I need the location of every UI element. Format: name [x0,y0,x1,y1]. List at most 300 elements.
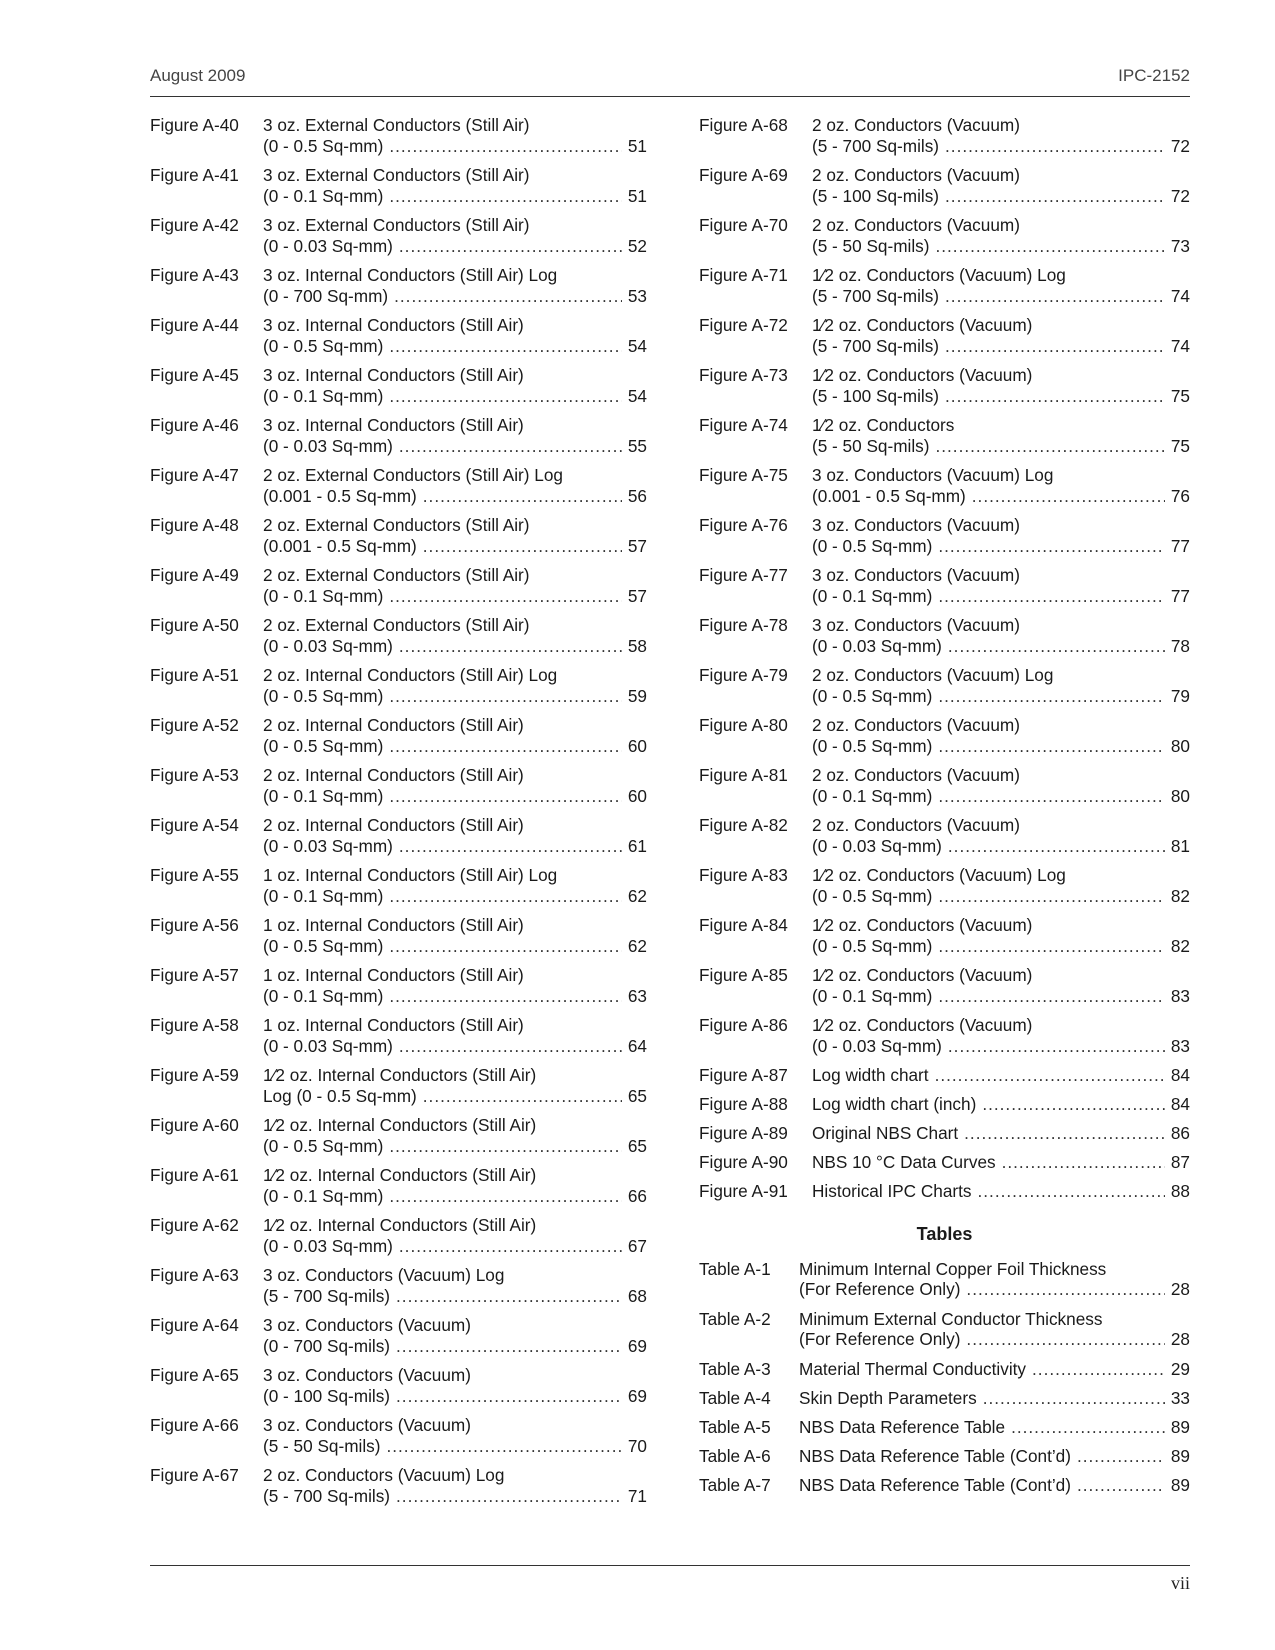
figure-range: (0 - 0.5 Sq-mm) [263,1135,384,1156]
leader-dots [423,536,622,557]
table-page-number: 29 [1170,1358,1190,1379]
table-list [699,1259,1190,1496]
figure-entry[interactable] [150,315,647,356]
leader-dots [948,1036,1165,1057]
figure-title: 1⁄2 oz. Internal Conductors (Still Air) [263,1115,537,1135]
figure-label: Figure A-67 [150,1465,239,1485]
figure-title: 2 oz. Conductors (Vacuum) [812,765,1020,785]
figure-title: 2 oz. Conductors (Vacuum) Log [263,1465,505,1485]
figure-label: Figure A-63 [150,1265,239,1285]
figure-range: (5 - 700 Sq-mils) [812,285,940,306]
leader-dots [1011,1417,1165,1438]
leader-dots [945,386,1165,407]
figure-entry[interactable] [150,265,647,306]
figure-range: (0 - 0.03 Sq-mm) [263,635,393,656]
figure-label: Figure A-87 [699,1065,788,1085]
leader-dots [399,1036,622,1057]
figure-range: (0 - 0.5 Sq-mm) [812,685,933,706]
figure-label: Figure A-85 [699,965,788,985]
table-title: Minimum Internal Copper Foil Thickness [799,1258,1107,1279]
table-label: Table A-2 [699,1308,771,1329]
table-entry[interactable] [699,1359,1190,1380]
figure-range: (0 - 0.03 Sq-mm) [812,1035,942,1056]
figure-label: Figure A-41 [150,165,239,185]
leader-dots [938,686,1165,707]
table-title: Minimum External Conductor Thickness [799,1308,1103,1329]
figure-page-number: 51 [627,185,647,206]
figure-entry[interactable] [150,415,647,456]
figure-entry[interactable] [699,365,1190,406]
figure-entry[interactable] [699,815,1190,856]
figure-title: 1 oz. Internal Conductors (Still Air) [263,965,524,985]
figure-label: Figure A-51 [150,665,239,685]
leader-dots [938,886,1165,907]
leader-dots [389,136,622,157]
figure-entry[interactable] [699,465,1190,506]
header-date: August 2009 [150,66,246,85]
figure-page-number: 71 [627,1485,647,1506]
figure-label: Figure A-43 [150,265,239,285]
leader-dots [1077,1446,1165,1467]
leader-dots [966,1329,1164,1350]
figure-entry[interactable] [699,565,1190,606]
figure-range: (5 - 50 Sq-mils) [812,235,930,256]
table-title: NBS Data Reference Table (Cont’d) [799,1474,1071,1495]
figure-title: 2 oz. External Conductors (Still Air) [263,615,530,635]
figure-title: 1⁄2 oz. Conductors (Vacuum) [812,1015,1033,1035]
table-title: Skin Depth Parameters [799,1387,977,1408]
figure-range: (0 - 0.1 Sq-mm) [812,585,933,606]
figure-title: 2 oz. Internal Conductors (Still Air) [263,815,524,835]
figure-range: (0 - 700 Sq-mm) [263,285,389,306]
figure-title: 3 oz. Conductors (Vacuum) [812,565,1020,585]
leader-dots [399,1236,622,1257]
leader-dots [396,1286,622,1307]
figure-title: 1⁄2 oz. Conductors (Vacuum) [812,915,1033,935]
figure-label: Figure A-49 [150,565,239,585]
leader-dots [389,886,622,907]
table-label: Table A-4 [699,1387,771,1408]
figure-range: (0 - 0.1 Sq-mm) [263,785,384,806]
leader-dots [938,736,1165,757]
figure-entry[interactable] [150,965,647,1006]
figure-range: (0 - 0.5 Sq-mm) [263,735,384,756]
tables-heading: Tables [916,1223,973,1244]
figure-label: Figure A-75 [699,465,788,485]
leader-dots [945,336,1165,357]
header-doc-id: IPC-2152 [1118,66,1190,85]
figure-title: 2 oz. Conductors (Vacuum) [812,715,1020,735]
figure-entry[interactable] [150,1115,647,1156]
figure-range: (0 - 0.1 Sq-mm) [812,985,933,1006]
figure-entry[interactable] [150,715,647,756]
leader-dots [978,1181,1165,1202]
figure-page-number: 54 [627,335,647,356]
figure-title: 1⁄2 oz. Conductors (Vacuum) Log [812,265,1066,285]
figure-range: (0 - 0.5 Sq-mm) [812,735,933,756]
figure-entry[interactable] [150,365,647,406]
figure-label: Figure A-76 [699,515,788,535]
figure-page-number: 68 [627,1285,647,1306]
figure-range: (0 - 0.1 Sq-mm) [263,1185,384,1206]
table-label: Table A-7 [699,1474,771,1495]
figure-page-number: 82 [1170,885,1190,906]
figure-entry[interactable] [699,1123,1190,1144]
figure-range: (5 - 50 Sq-mils) [263,1435,381,1456]
leader-dots [1032,1359,1165,1380]
figure-entry[interactable] [150,615,647,656]
figure-range: (0 - 0.1 Sq-mm) [263,185,384,206]
figure-range: (5 - 700 Sq-mils) [263,1285,391,1306]
figure-title: 2 oz. Conductors (Vacuum) [812,165,1020,185]
footer-rule [150,1565,1190,1566]
figure-page-number: 86 [1170,1123,1190,1143]
figure-page-number: 64 [627,1035,647,1056]
table-title: NBS Data Reference Table [799,1416,1006,1437]
figure-title: 3 oz. Conductors (Vacuum) [263,1365,471,1385]
figure-range: (0 - 0.1 Sq-mm) [263,585,384,606]
figure-page-number: 77 [1170,585,1190,606]
figure-entry[interactable] [150,915,647,956]
figure-label: Figure A-45 [150,365,239,385]
figure-entry[interactable] [150,1165,647,1206]
figure-page-number: 60 [627,735,647,756]
figure-title: 3 oz. Internal Conductors (Still Air) Log [263,265,558,285]
leader-dots [396,1386,622,1407]
figure-title: 1⁄2 oz. Internal Conductors (Still Air) [263,1165,537,1185]
figure-entry[interactable] [150,865,647,906]
figure-page-number: 53 [627,285,647,306]
table-label: Table A-1 [699,1258,771,1279]
figure-page-number: 82 [1170,935,1190,956]
figure-entry[interactable] [150,1465,647,1506]
figure-entry[interactable] [699,915,1190,956]
figure-entry[interactable] [699,1015,1190,1056]
figure-page-number: 62 [627,885,647,906]
figure-entry[interactable] [150,1015,647,1056]
leader-dots [983,1388,1165,1409]
figure-label: Figure A-86 [699,1015,788,1035]
table-entry[interactable] [699,1388,1190,1409]
leader-dots [399,636,622,657]
figure-page-number: 76 [1170,485,1190,506]
figure-entry[interactable] [699,115,1190,156]
figure-title: 1 oz. Internal Conductors (Still Air) [263,915,524,935]
figure-entry[interactable] [150,1415,647,1456]
figure-entry[interactable] [150,1315,647,1356]
leader-dots [938,536,1165,557]
figure-entry[interactable] [699,765,1190,806]
figure-list-right-column [699,115,1190,1504]
leader-dots [394,286,622,307]
figure-title: Log width chart (inch) [812,1094,977,1114]
table-page-number: 28 [1170,1279,1190,1299]
figure-label: Figure A-56 [150,915,239,935]
figure-label: Figure A-44 [150,315,239,335]
leader-dots [389,936,622,957]
leader-dots [396,1336,622,1357]
leader-dots [948,636,1165,657]
figure-title: 1⁄2 oz. Internal Conductors (Still Air) [263,1065,537,1085]
table-entry[interactable] [699,1446,1190,1467]
leader-dots [399,236,622,257]
figure-range: (0 - 0.5 Sq-mm) [263,335,384,356]
figure-label: Figure A-57 [150,965,239,985]
table-label: Table A-5 [699,1416,771,1437]
table-label: Table A-6 [699,1445,771,1466]
leader-dots [935,1065,1165,1086]
leader-dots [389,686,622,707]
figure-label: Figure A-73 [699,365,788,385]
figure-page-number: 51 [627,135,647,156]
figure-page-number: 52 [627,235,647,256]
figure-label: Figure A-82 [699,815,788,835]
leader-dots [982,1094,1165,1115]
figure-title: 3 oz. Conductors (Vacuum) [263,1415,471,1435]
figure-entry[interactable] [150,665,647,706]
figure-title: Historical IPC Charts [812,1181,972,1201]
figure-entry[interactable] [150,165,647,206]
figure-entry[interactable] [699,415,1190,456]
table-title: NBS Data Reference Table (Cont’d) [799,1445,1071,1466]
figure-page-number: 58 [627,635,647,656]
figure-title: 3 oz. Conductors (Vacuum) [812,615,1020,635]
figure-title: 2 oz. External Conductors (Still Air) [263,515,530,535]
leader-dots [945,186,1165,207]
leader-dots [935,236,1164,257]
figure-label: Figure A-58 [150,1015,239,1035]
figure-entry[interactable] [699,265,1190,306]
figure-title: 1⁄2 oz. Conductors (Vacuum) [812,315,1033,335]
figure-entry[interactable] [699,165,1190,206]
figure-title: 3 oz. Conductors (Vacuum) [263,1315,471,1335]
figure-label: Figure A-55 [150,865,239,885]
figure-page-number: 65 [627,1135,647,1156]
figure-page-number: 74 [1170,285,1190,306]
figure-title: Log width chart [812,1065,929,1085]
figure-entry[interactable] [150,1265,647,1306]
figure-entry[interactable] [699,965,1190,1006]
figure-range: (0 - 0.5 Sq-mm) [263,135,384,156]
figure-page-number: 57 [627,535,647,556]
table-page-number: 89 [1170,1445,1190,1466]
figure-label: Figure A-42 [150,215,239,235]
figure-entry[interactable] [699,665,1190,706]
leader-dots [964,1123,1165,1144]
figure-title: 2 oz. Internal Conductors (Still Air) [263,765,524,785]
figure-title: 1⁄2 oz. Conductors (Vacuum) [812,365,1033,385]
figure-list-left-column [150,115,647,1515]
leader-dots [423,486,622,507]
figure-range: (0 - 0.1 Sq-mm) [812,785,933,806]
figure-title: Original NBS Chart [812,1123,959,1143]
figure-page-number: 72 [1170,185,1190,206]
figure-entry[interactable] [150,1065,647,1106]
figure-title: 1 oz. Internal Conductors (Still Air) Log [263,865,558,885]
leader-dots [938,586,1165,607]
leader-dots [389,786,622,807]
leader-dots [399,436,622,457]
figure-label: Figure A-66 [150,1415,239,1435]
figure-range: (0 - 0.5 Sq-mm) [812,935,933,956]
figure-entry[interactable] [150,565,647,606]
leader-dots [935,436,1164,457]
figure-label: Figure A-77 [699,565,788,585]
figure-entry[interactable] [150,465,647,506]
figure-entry[interactable] [699,515,1190,556]
figure-label: Figure A-65 [150,1365,239,1385]
figure-entry[interactable] [150,115,647,156]
figure-label: Figure A-84 [699,915,788,935]
figure-range: Log (0 - 0.5 Sq-mm) [263,1085,417,1106]
figure-page-number: 88 [1170,1181,1190,1201]
leader-dots [945,286,1165,307]
figure-title: 2 oz. External Conductors (Still Air) Log [263,465,563,485]
leader-dots [938,936,1165,957]
figure-range: (0 - 0.03 Sq-mm) [263,1035,393,1056]
figure-page-number: 66 [627,1185,647,1206]
figure-label: Figure A-91 [699,1181,788,1201]
figure-title: 3 oz. Conductors (Vacuum) Log [812,465,1054,485]
figure-title: 2 oz. Conductors (Vacuum) [812,115,1020,135]
figure-range: (5 - 700 Sq-mils) [812,135,940,156]
figure-range: (0 - 0.5 Sq-mm) [812,885,933,906]
figure-label: Figure A-71 [699,265,788,285]
table-entry[interactable] [699,1417,1190,1438]
figure-title: 2 oz. Conductors (Vacuum) [812,215,1020,235]
figure-label: Figure A-46 [150,415,239,435]
figure-range: (0 - 0.03 Sq-mm) [812,835,942,856]
figure-entry[interactable] [699,1152,1190,1173]
leader-dots [945,136,1165,157]
figure-range: (0 - 0.5 Sq-mm) [812,535,933,556]
figure-page-number: 83 [1170,985,1190,1006]
table-page-number: 89 [1170,1416,1190,1437]
figure-entry[interactable] [150,1215,647,1256]
figure-entry[interactable] [699,615,1190,656]
figure-title: 3 oz. External Conductors (Still Air) [263,215,530,235]
figure-range: (5 - 700 Sq-mils) [812,335,940,356]
figure-range: (5 - 700 Sq-mils) [263,1485,391,1506]
figure-page-number: 54 [627,385,647,406]
figure-label: Figure A-59 [150,1065,239,1085]
leader-dots [389,186,622,207]
figure-entry[interactable] [150,1365,647,1406]
figure-title: 1⁄2 oz. Conductors (Vacuum) Log [812,865,1066,885]
figure-range: (0 - 0.5 Sq-mm) [263,685,384,706]
figure-entry[interactable] [150,815,647,856]
figure-entry[interactable] [699,1065,1190,1086]
figure-label: Figure A-72 [699,315,788,335]
figure-page-number: 79 [1170,685,1190,706]
leader-dots [386,1436,621,1457]
figure-label: Figure A-40 [150,115,239,135]
figure-entry[interactable] [699,315,1190,356]
figure-page-number: 72 [1170,135,1190,156]
table-label: Table A-3 [699,1358,771,1379]
leader-dots [938,986,1165,1007]
figure-title: NBS 10 °C Data Curves [812,1152,996,1172]
figure-page-number: 70 [627,1435,647,1456]
figure-title: 3 oz. Internal Conductors (Still Air) [263,315,524,335]
figure-label: Figure A-69 [699,165,788,185]
figure-label: Figure A-54 [150,815,239,835]
figure-label: Figure A-64 [150,1315,239,1335]
table-title: Material Thermal Conductivity [799,1358,1027,1379]
figure-entry[interactable] [699,865,1190,906]
figure-title: 1⁄2 oz. Internal Conductors (Still Air) [263,1215,537,1235]
figure-range: (0 - 0.5 Sq-mm) [263,935,384,956]
figure-range: (5 - 100 Sq-mils) [812,185,940,206]
table-entry[interactable] [699,1475,1190,1496]
figure-label: Figure A-47 [150,465,239,485]
figure-label: Figure A-70 [699,215,788,235]
figure-entry[interactable] [150,215,647,256]
figure-title: 3 oz. Internal Conductors (Still Air) [263,365,524,385]
table-entry[interactable] [699,1309,1190,1350]
figure-range: (0.001 - 0.5 Sq-mm) [812,485,966,506]
figure-page-number: 59 [627,685,647,706]
figure-entry[interactable] [699,215,1190,256]
table-entry[interactable] [699,1259,1190,1300]
figure-label: Figure A-81 [699,765,788,785]
leader-dots [966,1279,1164,1300]
figure-label: Figure A-50 [150,615,239,635]
table-page-number: 28 [1170,1329,1190,1349]
figure-entry[interactable] [150,515,647,556]
figure-range: (0 - 0.1 Sq-mm) [263,985,384,1006]
figure-title: 1⁄2 oz. Conductors (Vacuum) [812,965,1033,985]
leader-dots [389,1136,622,1157]
figure-entry[interactable] [699,1094,1190,1115]
figure-title: 2 oz. Internal Conductors (Still Air) [263,715,524,735]
figure-page-number: 77 [1170,535,1190,556]
figure-label: Figure A-62 [150,1215,239,1235]
figure-entry[interactable] [699,715,1190,756]
figure-page-number: 65 [627,1085,647,1106]
leader-dots [389,336,622,357]
figure-page-number: 63 [627,985,647,1006]
leader-dots [972,486,1165,507]
figure-range: (5 - 50 Sq-mils) [812,435,930,456]
figure-page-number: 80 [1170,785,1190,806]
figure-label: Figure A-79 [699,665,788,685]
figure-title: 3 oz. Conductors (Vacuum) Log [263,1265,505,1285]
figure-page-number: 73 [1170,235,1190,256]
figure-page-number: 74 [1170,335,1190,356]
figure-range: (0 - 700 Sq-mils) [263,1335,391,1356]
figure-entry[interactable] [150,765,647,806]
leader-dots [389,386,622,407]
figure-page-number: 60 [627,785,647,806]
figure-range: (5 - 100 Sq-mils) [812,385,940,406]
leader-dots [423,1086,622,1107]
table-page-number: 33 [1170,1387,1190,1408]
figure-range: (0 - 0.03 Sq-mm) [263,1235,393,1256]
figure-range: (0 - 0.03 Sq-mm) [263,835,393,856]
figure-range: (0 - 0.03 Sq-mm) [263,235,393,256]
figure-range: (0.001 - 0.5 Sq-mm) [263,485,417,506]
leader-dots [396,1486,622,1507]
figure-page-number: 62 [627,935,647,956]
leader-dots [399,836,622,857]
figure-entry[interactable] [699,1181,1190,1202]
figure-label: Figure A-52 [150,715,239,735]
figure-label: Figure A-80 [699,715,788,735]
figure-title: 3 oz. External Conductors (Still Air) [263,165,530,185]
figure-range: (0 - 0.1 Sq-mm) [263,385,384,406]
figure-page-number: 67 [627,1235,647,1256]
